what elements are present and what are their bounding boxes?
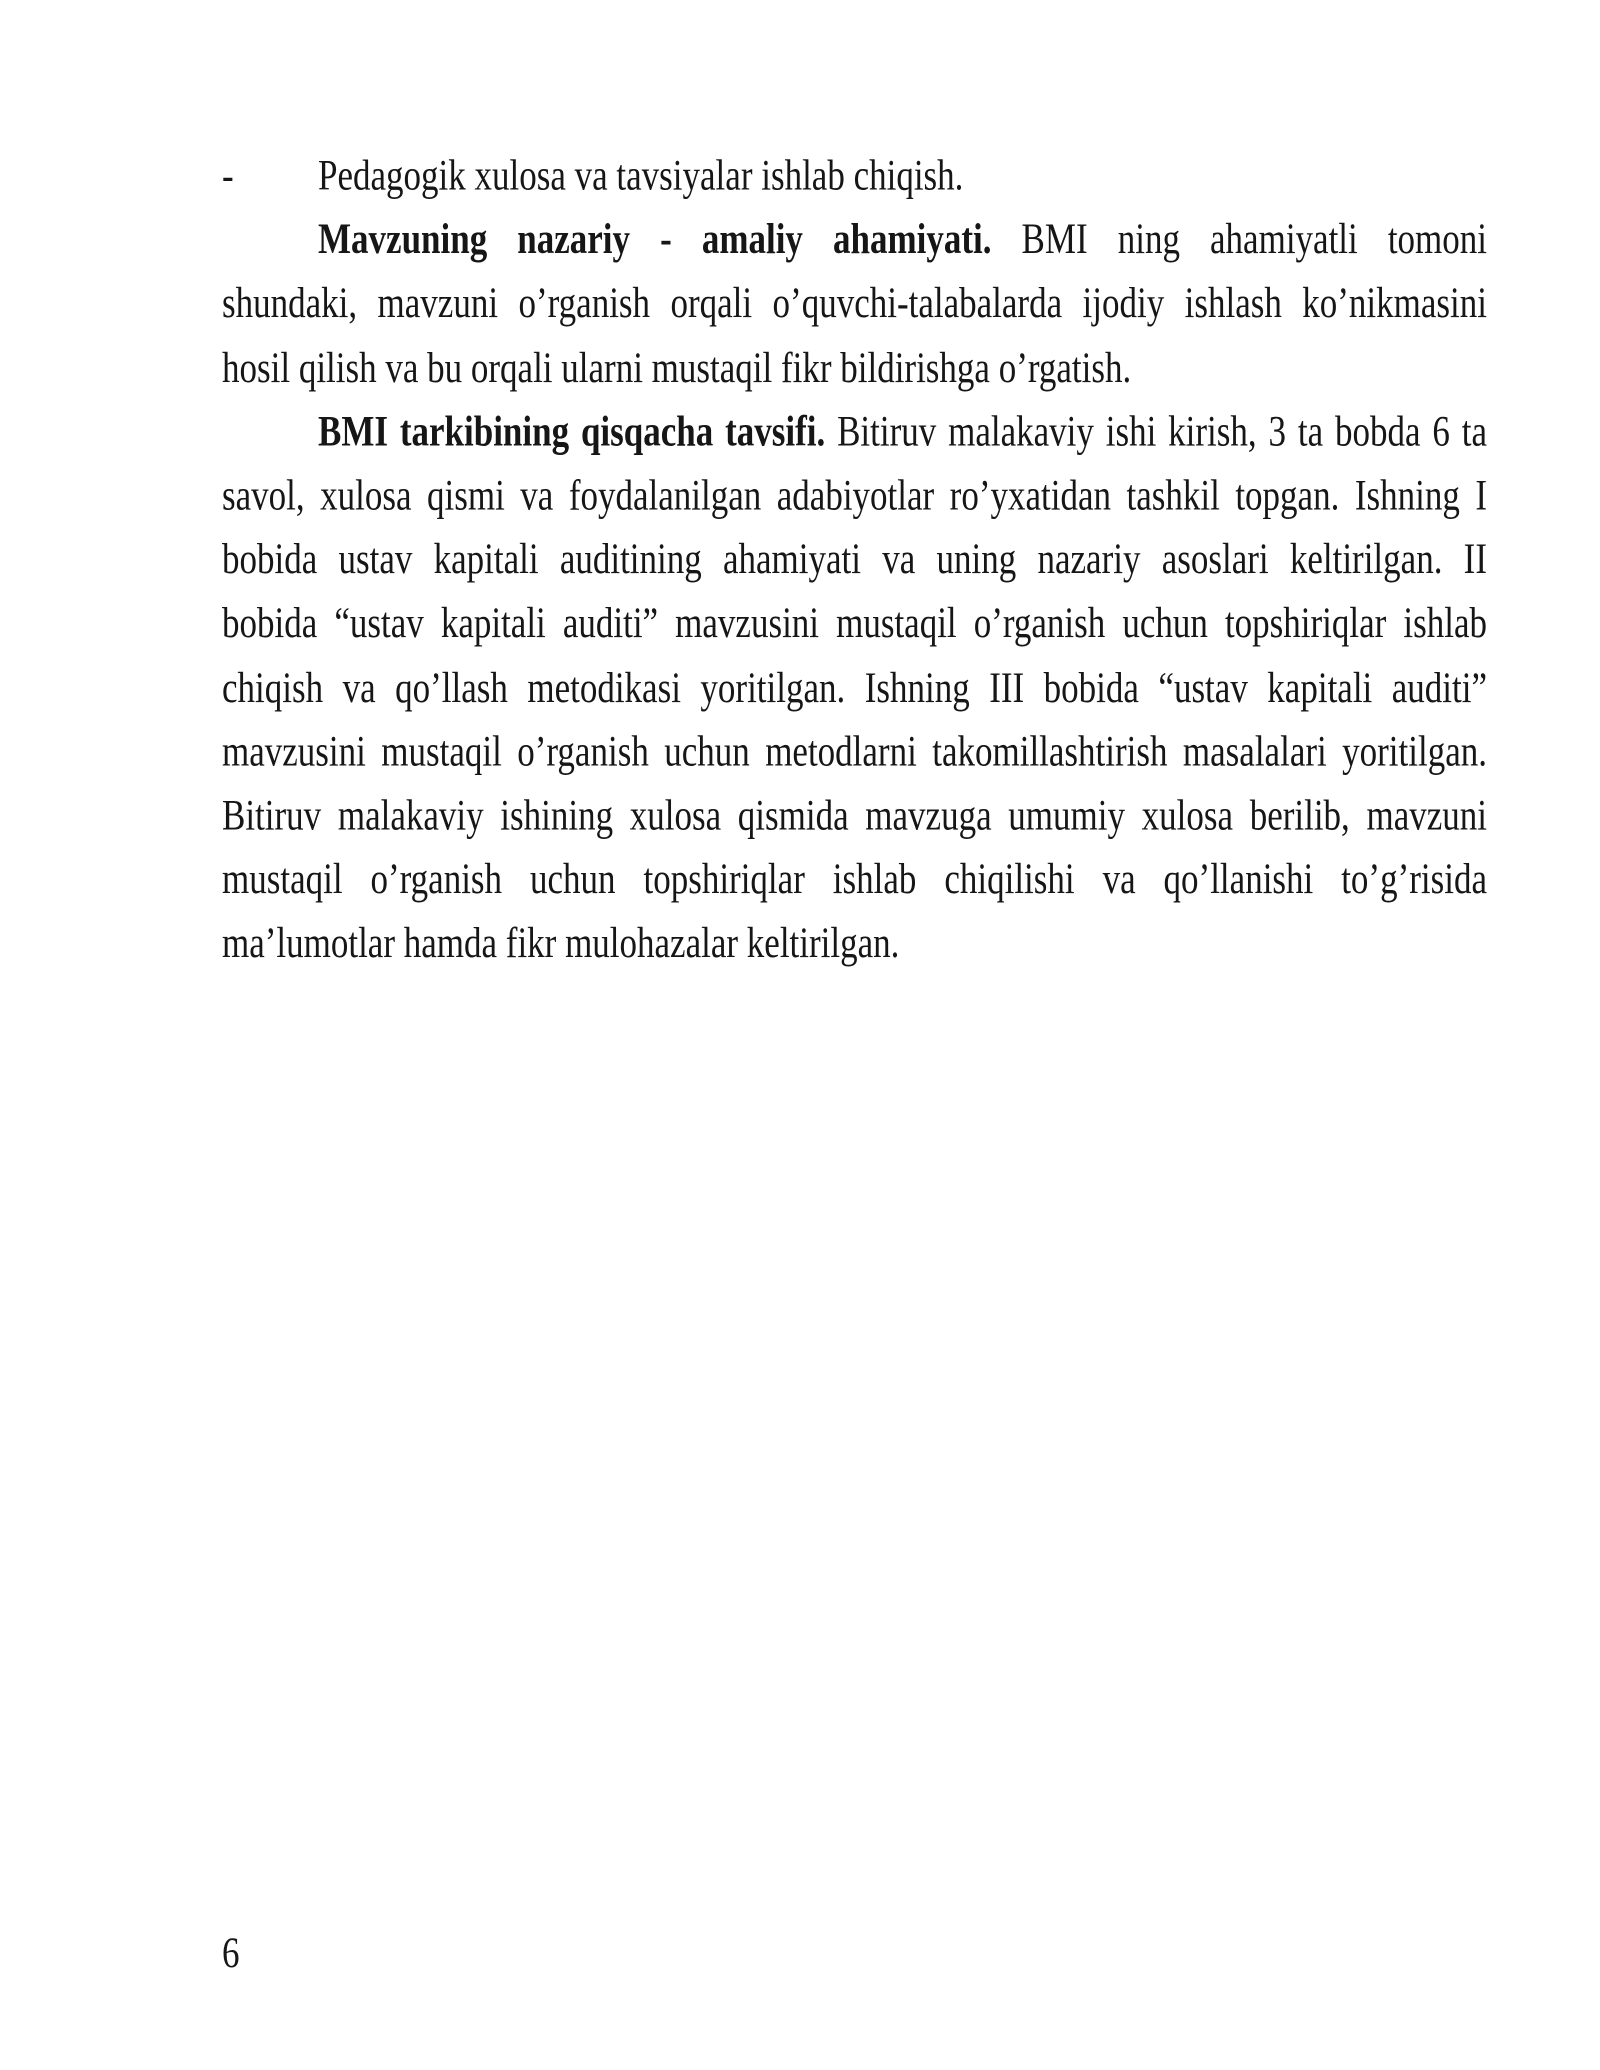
text-line bbox=[222, 783, 1487, 847]
text-line bbox=[222, 911, 1487, 975]
text-line bbox=[222, 335, 1487, 399]
text-line bbox=[222, 847, 1487, 911]
text-line bbox=[222, 207, 1487, 271]
text-line-body: BMI ning ahamiyatli tomoni bbox=[991, 214, 1487, 264]
paragraph-lead-bold: BMI tarkibining qisqacha tavsifi. bbox=[318, 406, 826, 456]
text-line-body: savol, xulosa qismi va foydalanilgan adabiyotlar ro’yxatidan tashkil topgan. Ishning I bbox=[222, 470, 1487, 520]
text-line bbox=[222, 463, 1487, 527]
text-line bbox=[222, 719, 1487, 783]
text-line-body: mavzusini mustaqil o’rganish uchun metodlarni takomillashtirish masalalari yoritilgan. bbox=[222, 726, 1487, 776]
page-number: 6 bbox=[222, 1927, 240, 1977]
paragraph-lead-bold: Mavzuning nazariy - amaliy ahamiyati. bbox=[318, 214, 992, 264]
text-line-body: ma’lumotlar hamda fikr mulohazalar keltirilgan. bbox=[222, 918, 900, 968]
text-line-body: Bitiruv malakaviy ishi kirish, 3 ta bobda 6 ta bbox=[825, 406, 1487, 456]
text-line-body: bobida “ustav kapitali auditi” mavzusini mustaqil o’rganish uchun topshiriqlar ishlab bbox=[222, 598, 1487, 648]
text-line bbox=[222, 527, 1487, 591]
text-line-body: Bitiruv malakaviy ishining xulosa qismida mavzuga umumiy xulosa berilib, mavzuni bbox=[222, 790, 1487, 840]
list-item-text: Pedagogik xulosa va tavsiyalar ishlab chiqish. bbox=[318, 150, 964, 200]
text-line bbox=[222, 591, 1487, 655]
text-block bbox=[222, 143, 1487, 1984]
text-line-body: chiqish va qo’llash metodikasi yoritilgan. Ishning III bobida “ustav kapitali auditi” bbox=[222, 662, 1487, 712]
list-item-line bbox=[222, 143, 1487, 207]
text-line bbox=[222, 271, 1487, 335]
text-line-body: shundaki, mavzuni o’rganish orqali o’quvchi-talabalarda ijodiy ishlash ko’nikmasini bbox=[222, 278, 1487, 328]
text-line-body: mustaqil o’rganish uchun topshiriqlar ishlab chiqilishi va qo’llanishi to’g’risida bbox=[222, 854, 1487, 904]
text-line bbox=[222, 655, 1487, 719]
text-line bbox=[222, 399, 1487, 463]
text-line-body: hosil qilish va bu orqali ularni mustaqil fikr bildirishga o’rgatish. bbox=[222, 342, 1132, 392]
list-dash-marker: - bbox=[222, 150, 234, 200]
text-line-body: bobida ustav kapitali auditining ahamiyati va uning nazariy asoslari keltirilgan. II bbox=[222, 534, 1487, 584]
